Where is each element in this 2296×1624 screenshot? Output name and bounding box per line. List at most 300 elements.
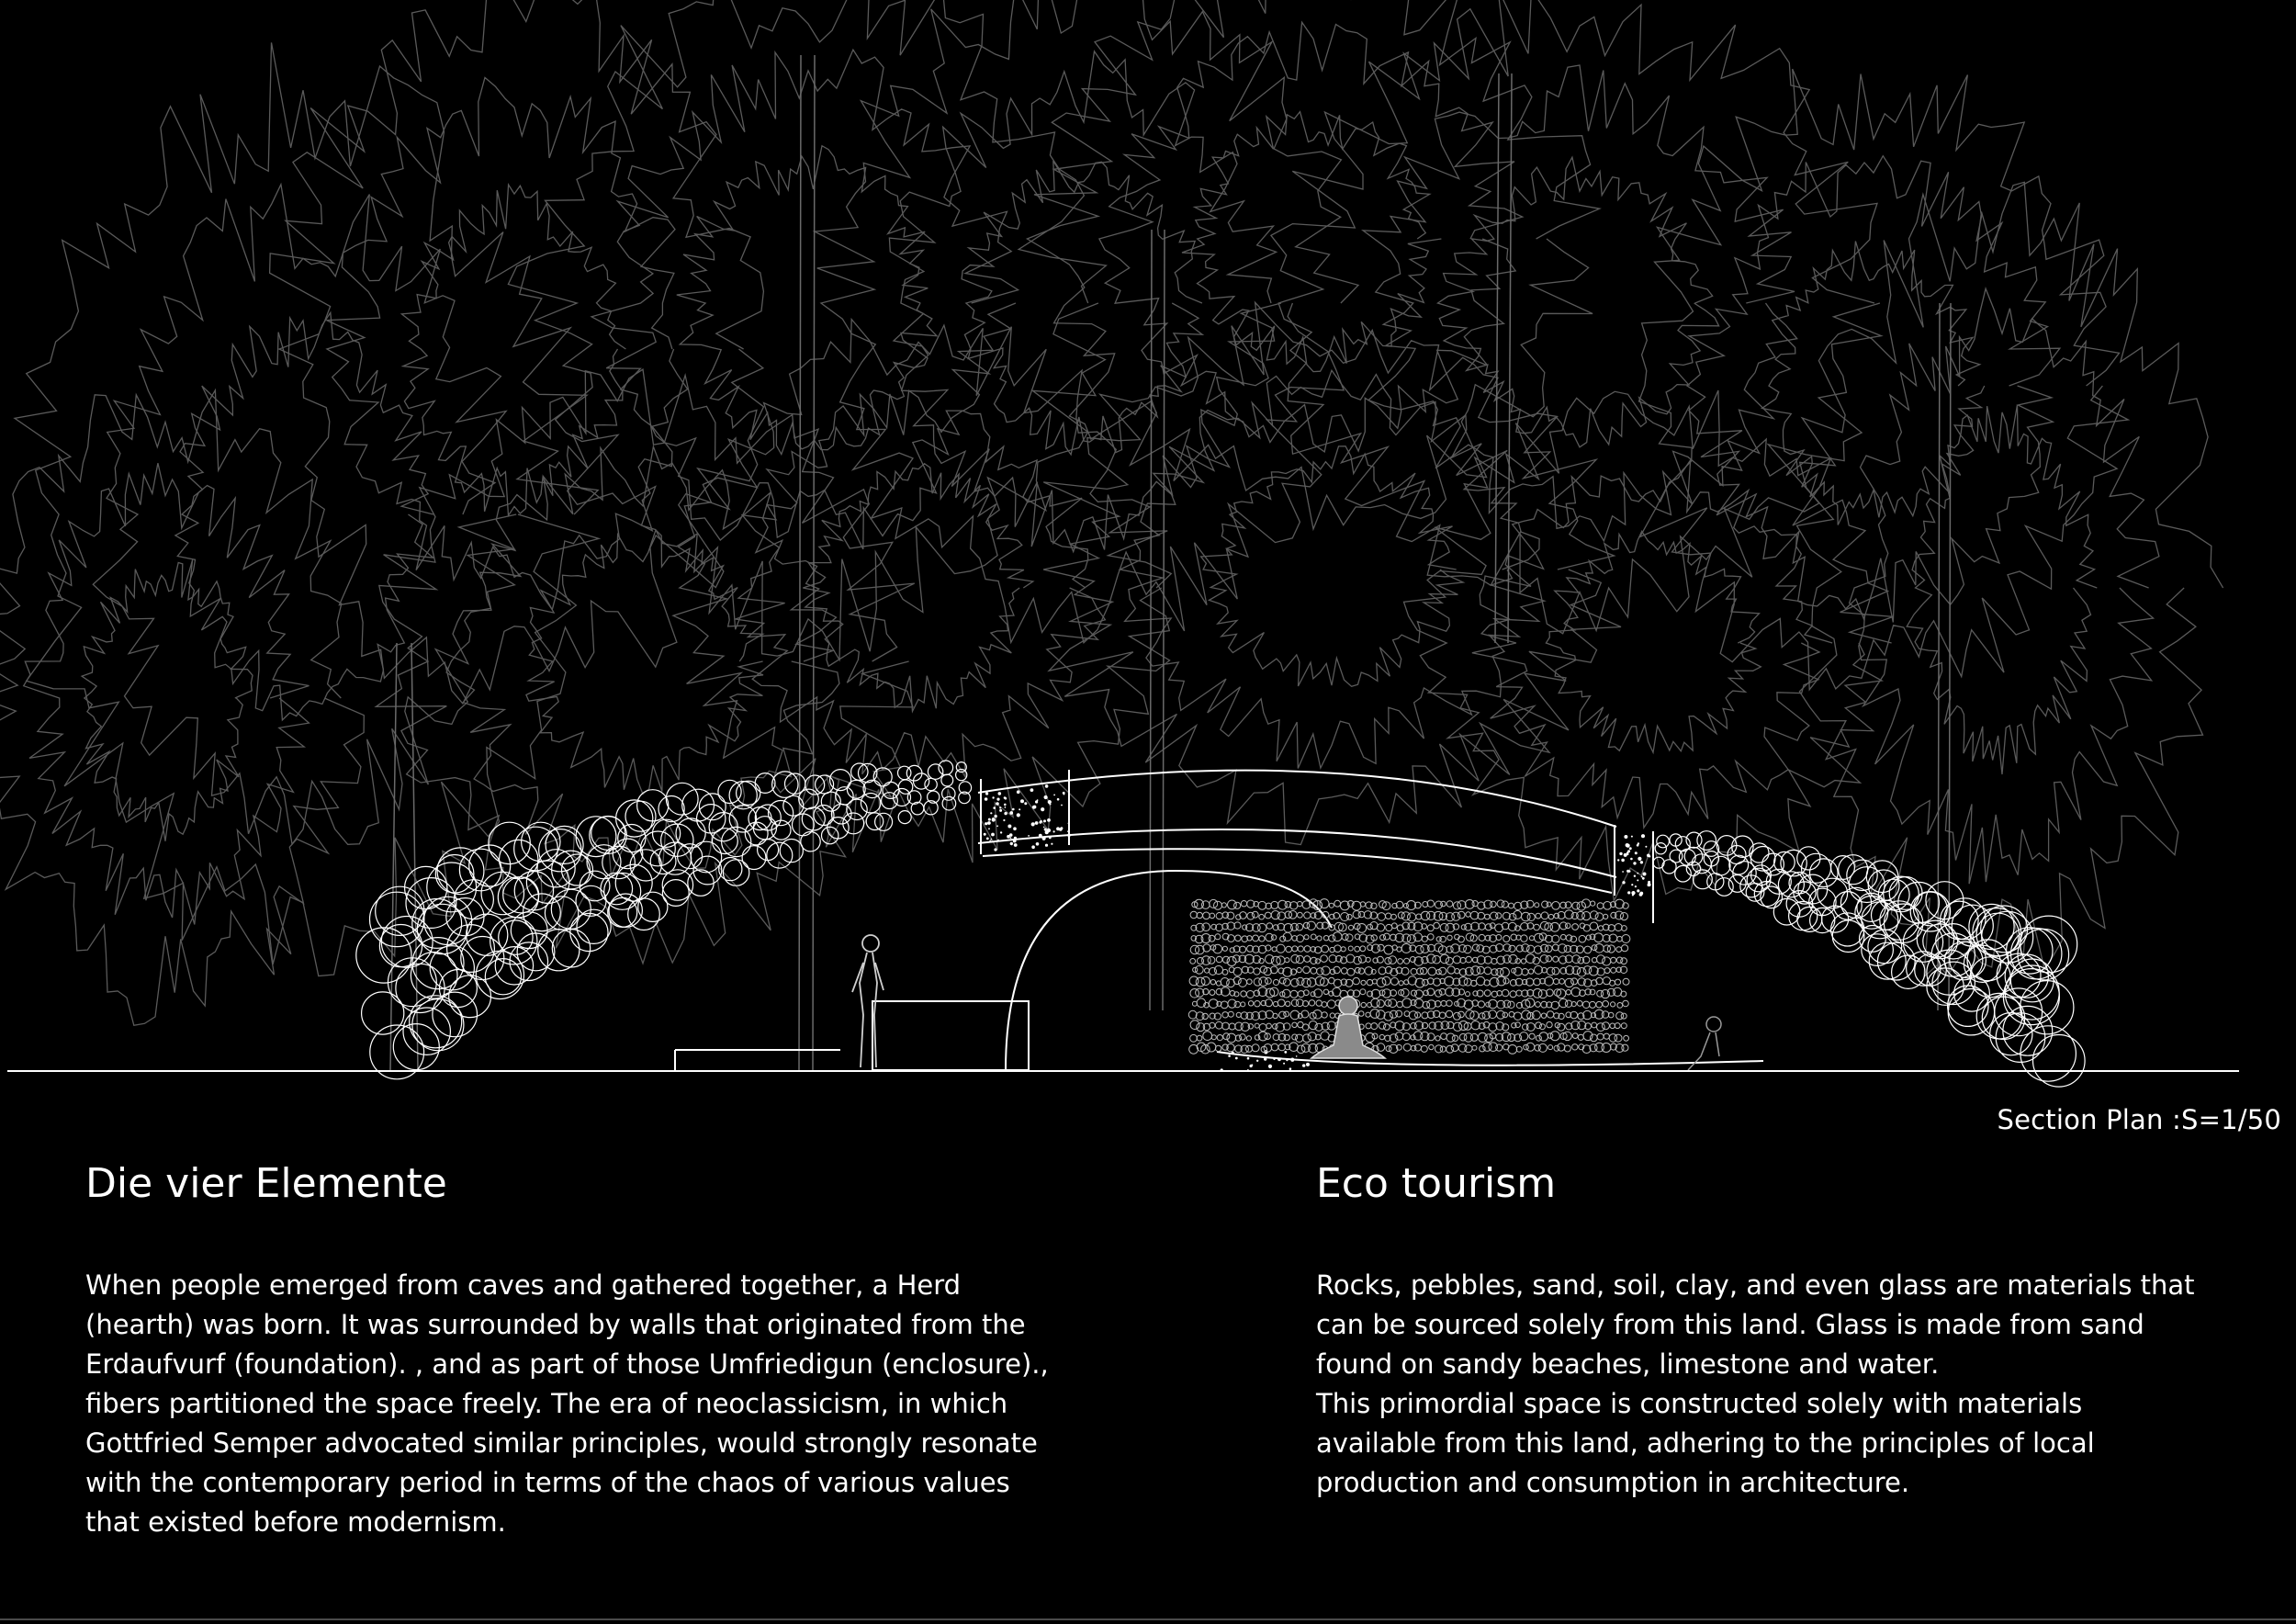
glass-dot	[1632, 894, 1634, 896]
fiber-cell	[1572, 966, 1581, 975]
glass-dot	[1009, 811, 1013, 815]
glass-dot	[1044, 795, 1048, 799]
glass-dot	[1047, 829, 1051, 832]
glass-dot	[1010, 842, 1013, 845]
glass-dot	[1035, 800, 1038, 803]
pebble	[801, 832, 820, 851]
fiber-cell	[1522, 1010, 1531, 1020]
pebble	[476, 951, 523, 998]
fiber-cell	[1590, 911, 1598, 919]
fiber-cell	[1447, 1021, 1454, 1028]
fiber-cell	[1458, 901, 1466, 909]
fiber-cell	[1248, 1001, 1253, 1006]
glass-dot	[1251, 1065, 1253, 1066]
fiber-cell	[1508, 1001, 1514, 1008]
pebble	[1732, 836, 1753, 857]
fiber-cell	[1489, 1023, 1497, 1032]
glass-dot	[1043, 827, 1045, 829]
fiber-cell	[1590, 1034, 1597, 1042]
fiber-cell	[1439, 1012, 1446, 1019]
fiber-cell	[1597, 1023, 1605, 1032]
section-title-eco-tourism: Eco tourism	[1316, 1160, 1557, 1207]
fiber-cell	[1596, 977, 1603, 984]
fiber-cell	[1382, 976, 1390, 985]
pebble	[898, 811, 911, 824]
fiber-cell	[1298, 912, 1303, 918]
section-title-die-vier-elemente: Die vier Elemente	[85, 1160, 447, 1207]
tree-canopy-outline	[401, 185, 625, 515]
fiber-cell	[1622, 935, 1630, 943]
tree-canopy-outline	[1120, 370, 1545, 768]
glass-dot	[1057, 798, 1060, 801]
glass-dot	[1041, 807, 1044, 811]
fiber-cell	[1480, 1046, 1485, 1052]
fiber-cell	[1222, 1022, 1230, 1030]
fiber-cell	[1455, 969, 1459, 974]
fiber-cell	[1313, 1010, 1322, 1020]
glass-dot	[989, 840, 991, 842]
fiber-cell	[1458, 911, 1465, 919]
tree-canopy-outline	[962, 161, 1202, 455]
fiber-cell	[1427, 925, 1434, 931]
pebble	[577, 909, 611, 943]
fiber-cell	[1283, 978, 1290, 986]
fiber-cell	[1466, 933, 1473, 941]
fiber-cell	[1266, 1023, 1272, 1029]
glass-dot	[996, 825, 998, 827]
glass-dot	[1289, 1067, 1292, 1070]
fiber-cell	[1579, 935, 1586, 942]
glass-dot	[1068, 822, 1070, 824]
glass-dot	[1012, 808, 1015, 811]
text-line: Gottfried Semper advocated similar principles, would strongly resonate	[85, 1427, 1038, 1459]
pebble	[1692, 854, 1711, 874]
fiber-cell	[1379, 1034, 1384, 1039]
fiber-cell	[1271, 935, 1276, 940]
fiber-cell	[1304, 946, 1311, 953]
fiber-cell	[1236, 1012, 1241, 1017]
fiber-cell	[1604, 914, 1608, 919]
glass-dot	[1617, 859, 1619, 861]
fiber-cell	[1202, 1013, 1208, 1019]
pebble	[454, 880, 493, 919]
fiber-cell	[1327, 1000, 1335, 1009]
pebble	[489, 822, 530, 863]
pebble	[433, 992, 478, 1037]
fiber-cell	[1358, 1011, 1364, 1017]
fiber-cell	[1547, 1011, 1553, 1018]
fiber-cell	[1228, 1011, 1233, 1017]
fiber-cell	[1604, 945, 1611, 953]
glass-dot	[1014, 837, 1017, 840]
fiber-cell	[1371, 1023, 1378, 1030]
tree-canopy-outline	[1907, 405, 2097, 774]
fiber-cell	[1397, 947, 1401, 952]
fiber-cell	[1453, 1022, 1461, 1031]
fiber-cell	[1597, 955, 1605, 964]
fiber-cell	[1422, 936, 1427, 942]
pebble	[424, 897, 472, 944]
glass-dot	[1000, 831, 1002, 833]
fiber-cell	[1478, 1001, 1484, 1008]
fiber-cell	[1238, 978, 1246, 987]
fiber-cell	[1272, 947, 1277, 952]
pebble	[495, 947, 533, 985]
fiber-cell	[1292, 946, 1298, 952]
glass-dot	[1621, 859, 1625, 863]
glass-dot	[1032, 806, 1036, 809]
glass-dot	[1004, 804, 1007, 806]
fiber-cell	[1202, 923, 1210, 931]
fiber-cell	[1611, 957, 1616, 963]
fiber-cell	[1610, 1023, 1615, 1029]
fiber-cell	[1246, 991, 1254, 998]
fiber-cell	[1384, 945, 1393, 954]
fiber-cell	[1484, 990, 1491, 997]
fiber-cell	[1491, 991, 1497, 997]
pebble	[1877, 942, 1915, 980]
fiber-cell	[1330, 969, 1335, 975]
fiber-cell	[1538, 1043, 1547, 1052]
fiber-cell	[1386, 913, 1391, 919]
glass-dot	[1030, 788, 1034, 792]
fiber-cell	[1602, 1011, 1609, 1019]
fiber-cell	[1377, 978, 1386, 987]
fiber-cell	[1346, 914, 1352, 919]
fiber-cell	[1582, 1001, 1589, 1008]
glass-dot	[1284, 1051, 1287, 1054]
glass-dot	[1626, 851, 1629, 854]
fiber-cell	[1282, 989, 1290, 998]
pebble	[1831, 913, 1864, 946]
fiber-cell	[1466, 992, 1470, 997]
fiber-cell	[1616, 957, 1622, 963]
fiber-cell	[1296, 1034, 1303, 1042]
fiber-cell	[1611, 967, 1616, 973]
fiber-cell	[1441, 1000, 1446, 1006]
glass-dot	[1639, 893, 1643, 897]
fiber-cell	[1307, 978, 1316, 987]
fiber-cell	[1401, 988, 1409, 997]
pebble	[1655, 843, 1666, 854]
fiber-cell	[1222, 956, 1229, 963]
fiber-cell	[1595, 944, 1604, 953]
fiber-cell	[1433, 1010, 1439, 1017]
fiber-cell	[1297, 967, 1301, 972]
fiber-cell	[1361, 980, 1366, 985]
fiber-cell	[1509, 903, 1514, 908]
glass-dot	[1629, 847, 1632, 850]
fiber-cell	[1503, 936, 1510, 942]
fiber-cell	[1382, 989, 1390, 998]
fiber-cell	[1565, 923, 1570, 929]
fiber-cell	[1241, 1002, 1245, 1007]
fiber-cell	[1304, 912, 1311, 919]
glass-dot	[996, 798, 999, 801]
fiber-cell	[1572, 955, 1581, 964]
fiber-cell	[1266, 923, 1273, 930]
fiber-cell	[1572, 1044, 1578, 1050]
fiber-cell	[1536, 1022, 1542, 1029]
fiber-cell	[1234, 922, 1241, 929]
fiber-cell	[1538, 990, 1547, 998]
glass-dot	[1017, 790, 1020, 794]
fiber-cell	[1188, 1010, 1197, 1019]
fiber-cell	[1541, 1013, 1546, 1018]
fiber-cell	[1329, 935, 1335, 942]
fiber-cell	[1334, 945, 1342, 953]
fiber-cell	[1255, 1001, 1260, 1007]
fiber-cell	[1334, 900, 1341, 907]
fiber-cell	[1458, 936, 1465, 942]
fiber-cell	[1623, 1000, 1629, 1007]
tree-trunks	[390, 55, 1951, 1070]
fiber-cell	[1377, 1000, 1384, 1008]
fiber-cell	[1216, 956, 1222, 963]
fiber-cell	[1590, 1001, 1596, 1008]
fiber-cell	[1221, 978, 1229, 987]
fiber-cell	[1304, 935, 1309, 940]
fiber-cell	[1615, 924, 1622, 931]
fiber-cell	[1624, 1035, 1629, 1041]
glass-dot	[997, 840, 999, 841]
fiber-cell	[1402, 1033, 1410, 1041]
fiber-cell	[1534, 924, 1540, 930]
tree-canopy-outline	[93, 185, 516, 845]
fiber-cell	[1202, 901, 1210, 909]
fiber-cell	[1477, 966, 1484, 974]
fiber-cell	[1358, 955, 1366, 963]
fiber-cell	[1266, 955, 1274, 964]
fiber-cell	[1496, 968, 1503, 976]
fiber-cell	[1604, 1033, 1609, 1039]
fiber-cell	[1491, 958, 1497, 964]
glass-dot	[1630, 858, 1633, 861]
glass-dot	[1020, 799, 1024, 803]
fiber-cell	[1571, 987, 1581, 997]
fiber-cell	[1361, 1002, 1366, 1007]
fiber-cell	[1203, 912, 1210, 919]
glass-dot	[1302, 1064, 1305, 1066]
fiber-cell	[1221, 1001, 1228, 1009]
fiber-cell	[1408, 913, 1416, 921]
tree-canopy-outline	[1363, 65, 1797, 541]
fiber-cell	[1490, 923, 1495, 929]
fiber-cell	[1621, 958, 1627, 964]
fiber-cell	[1433, 955, 1441, 964]
fiber-cell	[1427, 1000, 1436, 1009]
fiber-cell	[1404, 904, 1409, 908]
pebble	[1797, 847, 1820, 870]
fiber-cell	[1215, 1045, 1221, 1051]
fiber-cell	[1620, 913, 1627, 920]
fiber-cell	[1366, 1023, 1371, 1029]
glass-dot	[1031, 822, 1035, 826]
fiber-cell	[1592, 958, 1596, 963]
glass-dot	[1007, 835, 1010, 839]
fiber-cell	[1534, 978, 1541, 986]
tree-canopy-outline	[591, 50, 1019, 549]
glass-dot	[1627, 891, 1630, 894]
fiber-cell	[1286, 1001, 1290, 1006]
pebble	[625, 801, 656, 831]
fiber-cell	[1621, 1023, 1626, 1029]
fiber-cell	[1597, 903, 1604, 909]
glass-dot	[1004, 812, 1007, 815]
fiber-cell	[1322, 1002, 1327, 1008]
glass-dot	[1641, 875, 1643, 877]
fiber-cell	[1590, 922, 1598, 930]
glass-dot	[1283, 1063, 1285, 1065]
glass-dot	[1273, 1058, 1275, 1060]
glass-dot	[1268, 1065, 1272, 1068]
fiber-cell	[1552, 967, 1559, 975]
pebble	[511, 912, 547, 949]
fiber-cell	[1197, 1035, 1202, 1041]
fiber-cell	[1290, 969, 1296, 975]
fiber-cell	[1322, 1012, 1327, 1018]
fiber-cell	[1240, 1034, 1246, 1041]
fiber-cell	[1604, 968, 1610, 974]
fiber-cell	[1571, 978, 1578, 985]
text-line: available from this land, adhering to the principles of local	[1316, 1427, 2095, 1459]
glass-dot	[1256, 1060, 1258, 1062]
fiber-cell	[1536, 1002, 1541, 1008]
fiber-cell	[1252, 1044, 1259, 1052]
fiber-cell	[1378, 944, 1384, 951]
fiber-cell	[1476, 976, 1484, 985]
fiber-cell	[1258, 901, 1266, 909]
fiber-cell	[1502, 922, 1509, 930]
fiber-cell	[1329, 903, 1334, 908]
fiber-cell	[1215, 1021, 1222, 1029]
glass-dot	[1235, 1057, 1238, 1060]
fiber-cell	[1341, 913, 1349, 921]
glass-dot	[1306, 1063, 1310, 1066]
glass-dot	[1643, 873, 1647, 876]
pebble	[928, 764, 942, 779]
fiber-cell	[1377, 1010, 1386, 1020]
pebble	[616, 800, 653, 837]
pebble	[1670, 850, 1683, 863]
fiber-cell	[1440, 1046, 1446, 1052]
fiber-cell	[1516, 990, 1522, 996]
fiber-cell	[1211, 1035, 1216, 1040]
fiber-cell	[1527, 913, 1535, 920]
glass-dot	[1005, 797, 1007, 800]
fiber-cell	[1247, 979, 1253, 985]
fiber-cell	[1439, 988, 1446, 995]
fiber-cell	[1391, 923, 1397, 929]
fiber-cell	[1602, 1043, 1611, 1053]
glass-dot	[1042, 837, 1046, 840]
fiber-cell	[1428, 967, 1436, 976]
fiber-cell	[1357, 924, 1367, 933]
fiber-cell	[1383, 1024, 1390, 1031]
fiber-cell	[1610, 980, 1615, 986]
fiber-cell	[1514, 1012, 1521, 1020]
glass-dot	[987, 821, 991, 825]
fiber-cell	[1491, 901, 1497, 908]
fiber-cell	[1391, 977, 1399, 985]
fiber-cell	[1583, 966, 1592, 975]
glass-dot	[985, 822, 987, 825]
fiber-cell	[1271, 901, 1278, 908]
glass-dot	[1264, 1057, 1266, 1060]
fiber-cell	[1273, 979, 1278, 985]
fiber-cell	[1303, 1034, 1311, 1043]
fiber-cell	[1577, 1001, 1582, 1007]
fiber-cell	[1485, 914, 1491, 919]
fiber-cell	[1266, 933, 1273, 941]
fiber-cell	[1259, 1024, 1266, 1032]
fiber-cell	[1304, 956, 1311, 963]
glass-dot	[1053, 830, 1055, 832]
fiber-cell	[1391, 914, 1397, 919]
fiber-cell	[1386, 1046, 1391, 1052]
fiber-cell	[1195, 965, 1203, 974]
fiber-cell	[1217, 1035, 1222, 1041]
fiber-cell	[1367, 979, 1372, 985]
fiber-cell	[1508, 1045, 1517, 1054]
fiber-cell	[1222, 969, 1228, 975]
fiber-cell	[1446, 957, 1453, 964]
glass-dot	[1637, 879, 1638, 881]
pebble	[613, 839, 643, 869]
fiber-cell	[1378, 913, 1386, 921]
glass-dot	[1637, 889, 1639, 892]
text-column-right	[1316, 1159, 2253, 1503]
fiber-cell	[1441, 901, 1446, 907]
fiber-cell	[1190, 1021, 1199, 1030]
pebble	[517, 933, 555, 971]
fiber-cell	[1285, 958, 1289, 963]
fiber-cell	[1622, 1044, 1628, 1051]
fiber-cell	[1596, 1001, 1603, 1008]
fiber-cell	[1291, 979, 1300, 987]
fiber-cell	[1323, 989, 1328, 994]
fiber-cell	[1248, 1024, 1253, 1029]
glass-dot	[1014, 843, 1018, 847]
pebble	[570, 913, 608, 951]
tree-canopy-outline	[1850, 288, 2159, 884]
fiber-cell	[1428, 934, 1435, 941]
fiber-cell	[1386, 924, 1392, 930]
fiber-cell	[1265, 912, 1271, 919]
fiber-cell	[1446, 1000, 1452, 1006]
fiber-cell	[1595, 913, 1604, 921]
fiber-cell	[1515, 926, 1521, 931]
glass-dot	[1649, 855, 1650, 857]
fiber-cell	[1577, 902, 1585, 910]
pebble	[658, 796, 684, 822]
fiber-cell	[1565, 1000, 1571, 1007]
fiber-cell	[1189, 976, 1199, 986]
fiber-cell	[1213, 944, 1222, 953]
text-line: can be sourced solely from this land. Glass is made from sand	[1316, 1309, 2144, 1340]
text-line: (hearth) was born. It was surrounded by walls that originated from the	[85, 1309, 1026, 1340]
fiber-cell	[1259, 936, 1265, 942]
fiber-cell	[1592, 1022, 1597, 1028]
glass-dot	[1017, 813, 1020, 817]
fiber-partition-wall	[1188, 899, 1630, 1054]
glass-dot	[1626, 870, 1629, 873]
pebble	[907, 791, 921, 805]
fiber-cell	[1621, 1013, 1626, 1019]
fiber-cell	[1402, 998, 1412, 1008]
fiber-cell	[1536, 913, 1541, 919]
fiber-cell	[1623, 978, 1629, 985]
